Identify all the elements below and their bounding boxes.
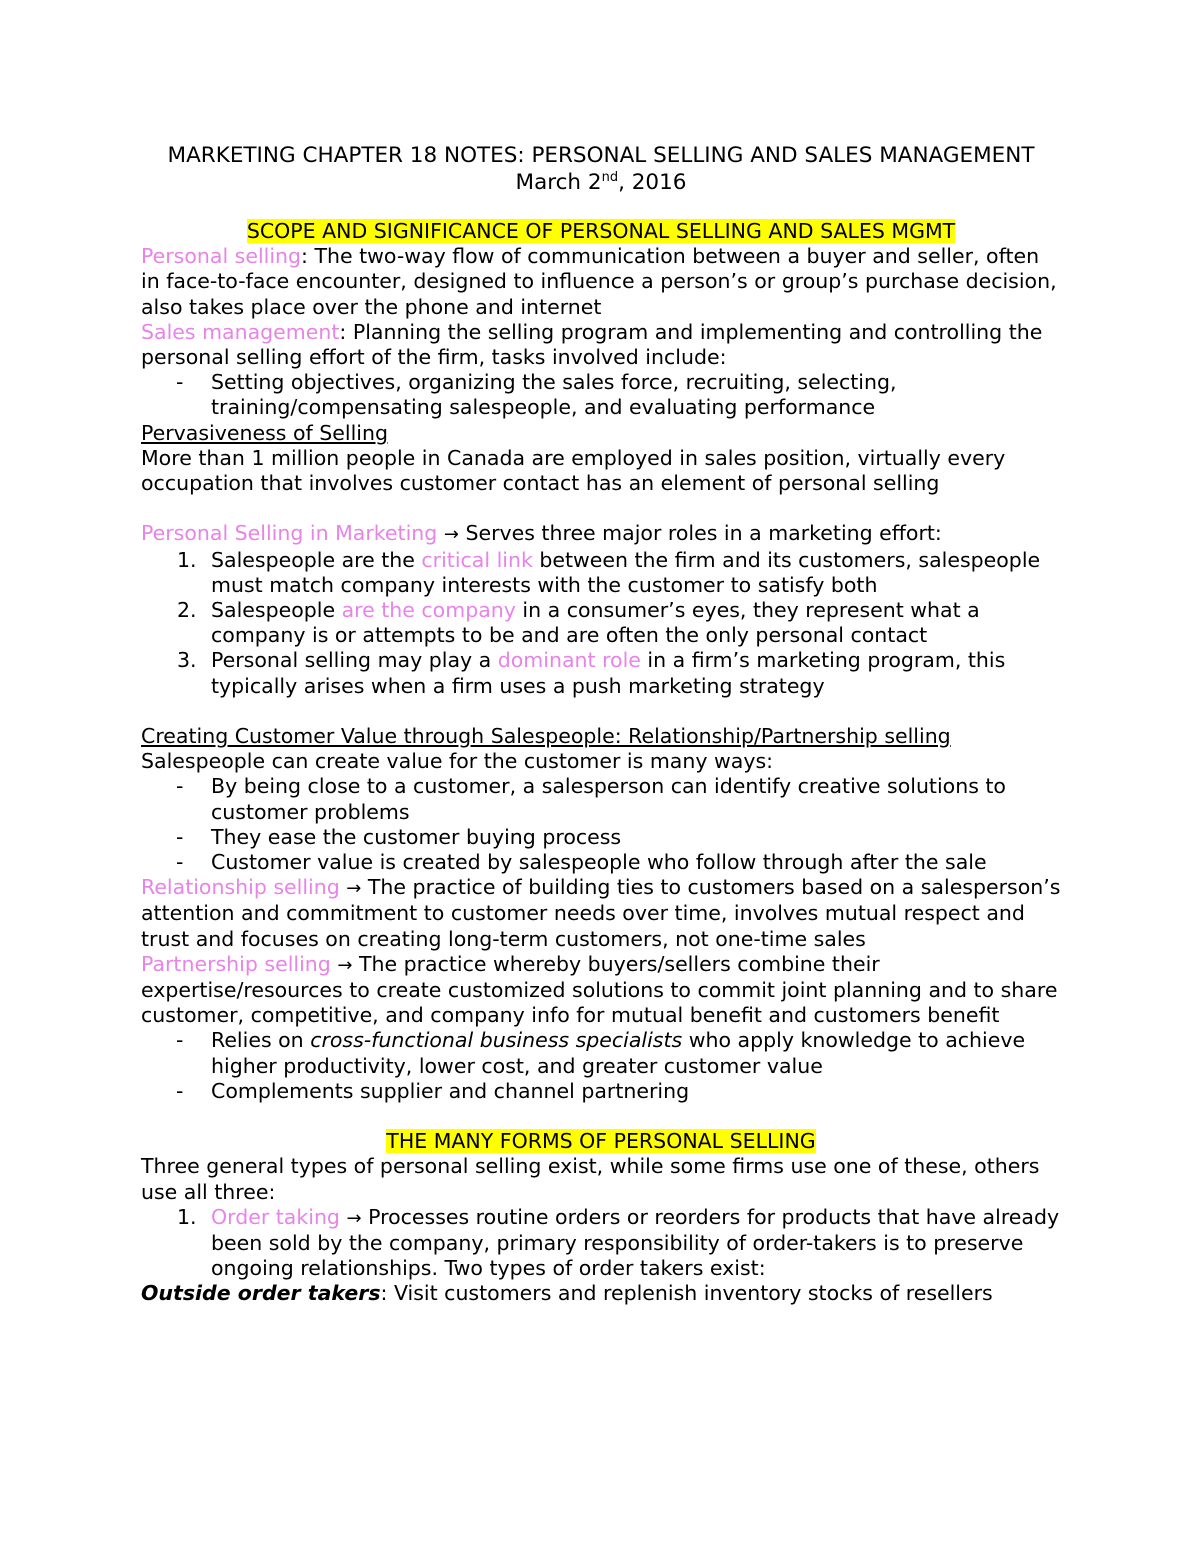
bullet-item <box>141 825 1061 850</box>
bullet-text: Complements supplier and channel partnering <box>211 1078 690 1103</box>
bullet-text: By being close to a customer, a salesperson can identify creative solutions to customer problems <box>211 774 1006 824</box>
italic-text: cross-functional business specialists <box>310 1028 683 1053</box>
arrow-icon: → <box>346 1207 362 1229</box>
item-number: 3. <box>177 648 197 673</box>
item-text: Salespeople are the <box>211 547 422 572</box>
paragraph-forms-intro: Three general types of personal selling exist, while some firms use one of these, others use all three: <box>141 1154 1040 1204</box>
underlined-heading: Pervasiveness of Selling <box>141 420 388 445</box>
numbered-item <box>141 598 1061 648</box>
bullet-item <box>141 1079 1061 1104</box>
subheading-customer-value <box>141 724 1061 749</box>
definition-text: The practice whereby buyers/sellers combine their expertise/resources to create customized solutions to commit joint planning and to share customer, competitive, and company info for mutual benefit and customers benefit <box>141 951 1058 1028</box>
paragraph-customer-value: Salespeople can create value for the customer is many ways: <box>141 749 774 774</box>
bullet-marker: - <box>176 774 184 799</box>
numbered-item <box>141 548 1061 598</box>
date-ordinal: nd <box>601 169 619 185</box>
item-text: between the firm and its customers, salespeople must match company interests with the customer to satisfy both <box>211 547 1041 597</box>
definition-text: : Planning the selling program and implementing and controlling the personal selling effort of the firm, tasks involved include: <box>141 319 1043 370</box>
bullet-text: who apply knowledge to achieve higher productivity, lower cost, and greater customer value <box>211 1028 1026 1078</box>
bullet-item <box>141 850 1061 875</box>
bullet-item <box>141 1028 1061 1078</box>
definition-personal-selling <box>141 244 1061 320</box>
bullet-marker: - <box>176 370 184 395</box>
bullet-marker: - <box>176 1078 184 1103</box>
term: Relationship selling <box>141 875 340 900</box>
date-text: March 2 <box>515 170 602 195</box>
definition-text: Serves three major roles in a marketing effort: <box>465 521 942 546</box>
definition-relationship-selling <box>141 875 1061 952</box>
bullet-text: They ease the customer buying process <box>211 824 622 849</box>
document-title: MARKETING CHAPTER 18 NOTES: PERSONAL SELLING AND SALES MANAGEMENT <box>167 143 1035 168</box>
date-year: , 2016 <box>618 170 687 195</box>
highlighted-heading: SCOPE AND SIGNIFICANCE OF PERSONAL SELLING AND SALES MGMT <box>246 219 956 243</box>
definition-text: : Visit customers and replenish inventory stocks of resellers <box>380 1281 993 1306</box>
bullet-text: Relies on <box>211 1028 311 1053</box>
item-text: in a consumer’s eyes, they represent what a company is or attempts to be and are often the only personal contact <box>211 598 980 648</box>
definition-personal-selling-marketing <box>141 521 1061 547</box>
bullet-item <box>141 370 1061 420</box>
item-term: Order taking <box>211 1204 340 1229</box>
numbered-item <box>141 648 1061 698</box>
item-text: in a firm’s marketing program, this typically arises when a firm uses a push marketing strategy <box>211 648 1006 698</box>
paragraph-pervasiveness: More than 1 million people in Canada are employed in sales position, virtually every occupation that involves customer contact has an element of personal selling <box>141 445 1006 496</box>
term: Personal selling <box>141 244 302 269</box>
bullet-marker: - <box>176 1028 184 1053</box>
item-term: dominant role <box>497 648 641 673</box>
bullet-marker: - <box>176 824 184 849</box>
subheading-pervasiveness <box>141 421 1061 446</box>
item-text: Processes routine orders or reorders for products that have already been sold by the company, primary responsibility of order-takers is to preserve ongoing relationships. Two types of order takers exist: <box>211 1204 1060 1281</box>
definition-sales-management <box>141 320 1061 370</box>
definition-outside-order-takers <box>141 1281 1061 1306</box>
item-number: 1. <box>177 547 197 572</box>
bullet-text: Setting objectives, organizing the sales force, recruiting, selecting, training/compensating salespeople, and evaluating performance <box>211 370 897 420</box>
term: Personal Selling in Marketing <box>141 521 438 546</box>
bullet-item <box>141 774 1061 824</box>
bullet-text: Customer value is created by salespeople who follow through after the sale <box>211 850 987 875</box>
definition-text: : The two-way flow of communication between a buyer and seller, often in face-to-face encounter, designed to influence a person’s or group’s purchase decision, also takes place over the phone and internet <box>141 244 1057 319</box>
document-date <box>141 169 1061 196</box>
item-number: 1. <box>177 1204 197 1229</box>
section-heading-scope <box>141 219 1061 244</box>
item-text: Salespeople <box>211 598 342 623</box>
definition-partnership-selling <box>141 952 1061 1029</box>
highlighted-heading: THE MANY FORMS OF PERSONAL SELLING <box>386 1129 816 1154</box>
document-content <box>141 142 1061 1307</box>
item-term: critical link <box>421 547 533 572</box>
numbered-item <box>141 1205 1061 1282</box>
term: Sales management <box>141 319 340 344</box>
bold-italic-term: Outside order takers <box>141 1281 381 1306</box>
item-number: 2. <box>177 598 197 623</box>
bullet-marker: - <box>176 850 184 875</box>
item-text: Personal selling may play a <box>211 648 498 673</box>
item-term: are the company <box>341 598 516 623</box>
term: Partnership selling <box>141 951 331 976</box>
arrow-icon: → <box>346 878 362 900</box>
arrow-icon: → <box>443 524 459 546</box>
arrow-icon: → <box>337 954 353 976</box>
section-heading-forms <box>141 1129 1061 1154</box>
underlined-heading: Creating Customer Value through Salespeople: Relationship/Partnership selling <box>141 724 951 749</box>
definition-text: The practice of building ties to customers based on a salesperson’s attention and commitment to customer needs over time, involves mutual respect and trust and focuses on creating long-term customers, not one-time sales <box>141 875 1061 951</box>
